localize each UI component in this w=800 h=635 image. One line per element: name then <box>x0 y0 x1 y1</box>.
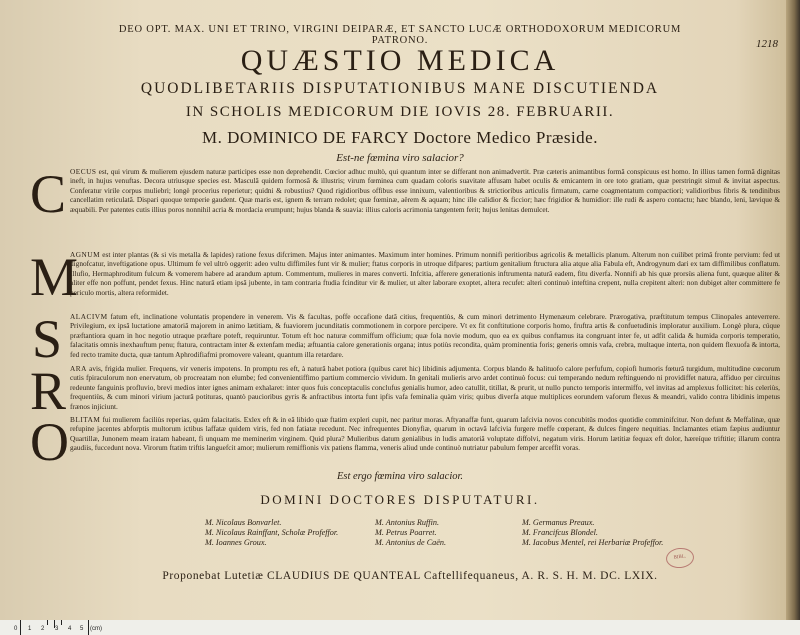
paragraph-body: est, qui virum & mulierem ejusdem naturæ participes esse non deprehendit. Cœcior adhuc multò, qui quantum inter se differant non animadvertit. Præ cæteris animantibus formâ conspicuus est homo. In illius tamen formâ dignitas ineft, in hujus venuftas. Decora utriusque species est. Masculâ quidem formosâ & illustris; virum fœminea cum quadam coloris suavitate affusam habet oculis & emicantem in ore toto gratiam, quæ perstringit simul & invitat aspectus. Conferatur virile corpus muliebri; longè procerius reperietur; quidni & robustius? Quod rigidioribus offibus esse innixum, valentioribus & strictioribus articulis firmatum, carne coagmentatum compactiori; validioribus fibris & tendinibus cancellatim reticulatâ. Dispari quoque temperie gaudent. Quæ maris est, ignem & terram redolet; quæ fœminæ, aërem & aquam; hinc ille calidior & ficcior; hæc frigidior & humidior: ille rudi & aspero contactu; hæc blando, leni, lævique & æquabili. Per patentes cutis illius poros nonnihil acria & mordacia erumpunt; hujus blanda & suavia: illius caloris acrimonia tangentem ferit; hujus lenitas demulcet. <box>70 167 780 214</box>
drop-cap: R <box>30 361 67 421</box>
doctors-column-2 <box>375 518 446 548</box>
doctor-name: M. Nicolaus Bonvarlet. <box>205 518 282 527</box>
doctors-column-3 <box>522 518 663 548</box>
doctor-name: M. Iacobus Mentel, rei Herbariæ Profeffor. <box>522 538 664 547</box>
doctor-name: M. Antonius Ruffin. <box>375 518 439 527</box>
ruler-tick <box>61 620 62 625</box>
ruler-number: 2 <box>41 626 45 632</box>
dedication-line: DEO OPT. MAX. UNI ET TRINO, VIRGINI DEIPARÆ, ET SANCTO LUCÆ ORTHODOXORUM MEDICORUM PATRONO. <box>118 24 682 46</box>
doctor-name: M. Germanus Preaux. <box>522 518 595 527</box>
ruler-number: 1 <box>28 626 32 632</box>
imprint-line: Proponebat Lutetiæ CLAUDIUS DE QUANTEAL Caftellifequaneus, A. R. S. H. M. DC. LXIX. <box>162 570 658 582</box>
lead-word: ARA <box>70 364 87 373</box>
doctors-column-1 <box>205 518 338 548</box>
doctor-name: M. Antonius de Caën. <box>375 538 447 547</box>
doctor-name: M. Nicolaus Rainffant, Scholæ Profeffor. <box>205 528 339 537</box>
paragraph-text <box>70 167 780 214</box>
lead-word: BLITAM <box>70 415 101 424</box>
ruler-number: 4 <box>68 626 72 632</box>
venue-date-line: IN SCHOLIS MEDICORUM DIE IOVIS 28. FEBRUARII. <box>185 104 615 120</box>
lead-word: ALACIVM <box>70 312 108 321</box>
paragraph-body: fui mulierem faciliùs reperias, quàm falacitatis. Exlex eft & in eâ libido quæ ftatim expleri cupit, nec paritur moras. Aftyanaffæ funt, quarum lafcivia novos concubitûs modos quotidie comminifcitur. Non defunt & Meffalinæ, quæ refupine jacentes abforptis multorum ictibus laffatæ quidem viris, fed non fatiatæ recedunt. Nec infrequentes Dionyfiæ, quarum in octavâ lafcivia furgere meffe cœperant, & dulces fingere nequitias. Inclamantes etiam fæpius audiuntur Quartillæ, Junonem meam iratam habeant, fi unquam me meminerim virginem. Quid plura? Mulieribus datum genialibus in ludis amatoriâ voluptate diffolvi, negatum viris. Horum lætitiæ fequax eft dolor, hæreíque triftitie; illarum contra gaudiis, fuccedunt nova. Virorum ftatim triftis languefcit amor; mulierum remiffionis vix patiens flamma, veneris aliud unde continuò nutriatur pabulum femper arceffit voras. <box>70 415 780 453</box>
doctors-heading: DOMINI DOCTORES DISPUTATURI. <box>260 492 540 507</box>
paragraph-text <box>70 312 780 359</box>
drop-cap: O <box>30 412 69 472</box>
book-gutter <box>786 0 800 620</box>
doctor-name: M. Petrus Poarret. <box>375 528 437 537</box>
ruler-number: 0 <box>14 626 18 632</box>
praeses-line: M. DOMINICO DE FARCY Doctore Medico Præside. <box>202 128 598 147</box>
paragraph-text <box>70 415 780 453</box>
scale-ruler <box>0 620 800 635</box>
paragraph-body: est inter plantas (& si vis metalla & lapides) ratione fexus difcrimen. Majus inter animantes. Maximum inter homines. Primum nonnifi peritioribus agricolis & metallicis planum. Alterum non cuilibet primâ fronte pervium: fed ut dignofcatur, inveftigatione opus. Ultimum fe vel ultrò oggerit: adeo vultu diffimiles funt vir & mulier; ftatus corporis in utroque difpares; partium genitalium ftructura alia atque alia Fabula eft, Androgynum dari ex tam diffimilibus conflatum. Illufio, Hermaphroditum fulcum & vomerem habere ad arandum aptum. Commentum, mulieres in mares converti. Infcitia, afferere generationis inftrumenta naturâ eadem, fitu diverfa. Nonnifi ab his quæ prorsùs aliena funt, quæque aliter & aliter effe non poffunt, pendet fexus. Hinc naturâ etiam ipsâ jubente, in tam contraria ftudia fcinditur vir & mulier, ut alter laborare exoptet, altera recufet: alteri continuò inteftina crepent, nulla crepitent alteri: non dubiget alter committere fe periculo mortis, altera reformidet. <box>70 250 781 297</box>
doctor-name: M. Ioannes Groux. <box>205 538 267 547</box>
lead-word: OECUS <box>70 167 97 176</box>
lead-word: AGNUM <box>70 250 101 259</box>
paragraph-r <box>30 361 780 421</box>
subtitle: QUODLIBETARIIS DISPUTATIONIBUS MANE DISCUTIENDA <box>140 80 660 97</box>
paragraph-body: fatum eft, inclinatione voluntatis propendere in venerem. Vis & facultas, poffe occafione datâ citius, frequentiùs, & cum minori detrimento Hymenæum celebrare. Prærogativa, præftitutum tempus Clinopales anteverrere. Privilegium, ex ipsâ luctatione amatoriâ majorem in animo lætitiam, & fuaviorem jucunditatis commotionem in corpore percipere. Vt ex fit conftitutione corporis homo, fruftra artis & confuetudinis imploratur auxilium. Longè plura, cúque præftantiora quam in hoc negotio utraque præftare poteft, requiruntur. Totum eft hoc naturæ commiffum officium; quæ fola novie modum, quo ea ex quibus conftamus ita congruant inter fe, ut adfit calida & humida corporis temperatio, falacitatis omnis inexhauftum penu; ftatura, contractam inter & extenfam media; æftuantia calore generationis organa; intus potiùs recondita, quàm prominentia foris; generis omnis vafa, crebra, multaque interta, non quidem flexuofa & intorta, fed recto tramite ducta, quæ tantum Aphrodifiafmi promovere valeant, quantum illa retardare. <box>70 312 780 359</box>
ruler-unit: (cm) <box>90 626 102 632</box>
drop-cap: M <box>30 247 79 307</box>
page-title: QUÆSTIO MEDICA <box>240 44 560 77</box>
drop-cap: S <box>31 309 63 369</box>
paragraph-c <box>30 164 780 259</box>
conclusion-line: Est ergo fœmina viro salacior. <box>336 471 464 482</box>
paragraph-body: avis, frigida mulier. Frequens, vir veneris impotens. In promptu res eft, à naturâ habet potiora (quibus caret hic) libidinis adjumenta. Corpus blando & halituofo calore perfufum, copiofi humoris fœturâ turgidum, multitudine cœcorum cutis fpiraculorum non enervatum, ob procreatam non elumbe; fed convenientiffimo partium commercio vividum. In genitali mulieris arvo ardet continuò focus: cui temperando nedum reftinguendo ni providiffet natura, affiduo per circuitus redeunte fanguinis profluvio, brevi medios inter ignes animam exhalaret: inter quos fuis conceptaculis conclufus genialis humor, adeo catullit, titillat, & prurit, ut nullo puncto temporis intermiffo, vel invitas ad amplexus follicitet: his celeriùs, frequentiùs, & cum minori virium jacturâ potituras, quantò paucioribus gyris & anfractibus intorta funt ipfis vafa feminalia quàm viris; quibus diverfa atque multiplices eorundem vaforum flexus & meandri, valido contra libidinis impetus frænos injiciunt. <box>70 364 780 411</box>
paragraph-text <box>70 364 780 411</box>
paragraph-o <box>30 412 780 472</box>
question-line: Est-ne fœmina viro salacior? <box>336 152 464 164</box>
library-stamp: BIBL. <box>665 547 695 570</box>
doctor-name: M. Francifcus Blondel. <box>522 528 598 537</box>
drop-cap: C <box>30 164 67 224</box>
ruler-tick <box>20 620 21 635</box>
folio-number: 1218 <box>756 38 778 50</box>
ruler-number: 3 <box>55 626 59 632</box>
ruler-number: 5 <box>80 626 84 632</box>
paragraph-text <box>70 250 780 297</box>
ruler-tick <box>88 620 89 635</box>
ruler-tick <box>47 620 48 625</box>
